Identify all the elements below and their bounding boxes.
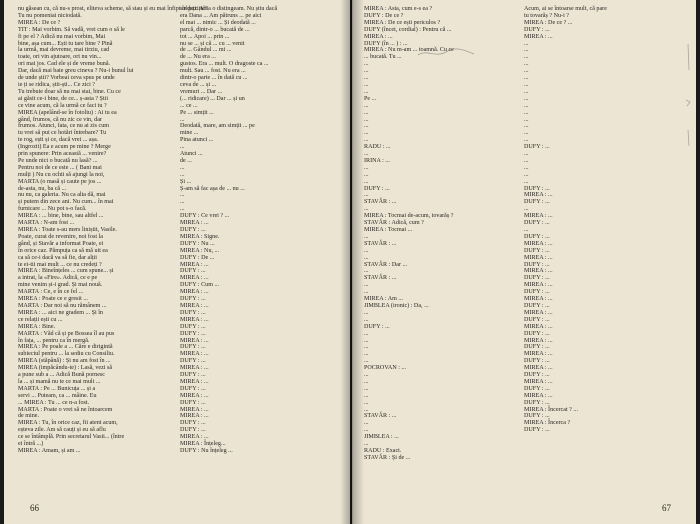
text-line: ... xyxy=(364,344,369,351)
left-page xyxy=(4,0,350,524)
text-column-4 xyxy=(524,6,676,496)
text-line: parcă, dintr-o ... bucată de ... xyxy=(180,26,250,33)
text-line: ... xyxy=(364,116,369,123)
text-line: Pe ... simțit ... xyxy=(180,109,214,116)
text-line: DUFY : ... xyxy=(524,427,550,434)
text-line: ... xyxy=(524,206,529,213)
text-line: mine ... xyxy=(180,130,199,137)
text-line: MIREA : ... xyxy=(524,323,553,330)
text-line: ... xyxy=(524,54,529,61)
text-line: era Dana ... Am pătruns ... pe aici xyxy=(180,12,262,19)
text-line: ... xyxy=(364,420,369,427)
text-line: ce se întâmplă. Prin secretarul Vasii... (între xyxy=(18,434,125,441)
text-line: bine, așa cum... Ești tu tare bine ? Pină xyxy=(18,40,113,47)
text-line: gustos. Era ... mult. O dragoste ca ... xyxy=(180,61,269,68)
text-line: ... xyxy=(524,227,529,233)
text-line: ... xyxy=(364,178,369,185)
text-line: ce vine acum, că la urmă ce faci tu ? xyxy=(18,102,107,109)
text-line: MIREA : Încerca ? xyxy=(524,420,571,427)
page-number-left: 66 xyxy=(30,503,39,513)
text-line: furnicare ... Nu pot s-o facă. xyxy=(18,206,87,213)
text-line: Ș-am să fac așa de ... nu ... xyxy=(180,185,245,192)
text-line: DUFY (încet, cordial) : Pentru că ... xyxy=(364,26,452,33)
text-line: ... xyxy=(364,192,369,199)
text-line: MARTA : Pe ... Bunicuța ... și a xyxy=(18,385,96,392)
text-line: DUFY : ... xyxy=(524,385,550,392)
text-line: MIREA : Poate ce e gresit ... xyxy=(18,296,88,303)
text-line: ... xyxy=(364,137,369,144)
text-line: ... xyxy=(364,282,369,289)
text-line: ... xyxy=(364,75,369,82)
text-line: DUFY : ... xyxy=(524,344,550,351)
text-line: ... xyxy=(364,378,369,385)
text-line: MIREA (stăpână) : Și nu am fost în ... xyxy=(18,358,111,365)
text-line: ... xyxy=(364,61,369,68)
text-line: vremuri ... Dar ... xyxy=(180,88,223,95)
text-line: MIREA : ... xyxy=(524,240,553,247)
text-line: DUFY : ... xyxy=(524,26,550,33)
text-line: DUFY : ... xyxy=(180,268,206,275)
text-line: MIREA : ... xyxy=(180,302,209,309)
text-line: MIREA : ... xyxy=(180,406,209,413)
text-line: Tu trebuie doar să nu mai stai, bine. Cu ce xyxy=(18,88,121,95)
text-line: MIREA : ... xyxy=(524,213,553,220)
text-line: Pe unde nici o bucată nu lasă? ... xyxy=(18,157,98,164)
text-line: în orice caz. Pămpuța ca să mă uit ea xyxy=(18,247,108,254)
text-line: ... xyxy=(364,206,369,213)
text-line: MIREA : ... xyxy=(524,192,553,199)
text-line: Pentru noi de ce este ... ( Bani mai xyxy=(18,164,102,171)
text-line: Pina atunci ... xyxy=(180,137,214,144)
text-line: TIT : Mai vorbim. Să vadă, vrei cum o să le xyxy=(18,26,125,33)
text-line: ... xyxy=(364,441,369,448)
text-line: ... MIREA : Tu ... ce n-a fost. xyxy=(18,399,90,406)
text-line: DUFY : ... xyxy=(524,372,550,379)
text-line: Atunci ... xyxy=(180,151,203,158)
text-line: JIMBLEA : ... xyxy=(364,434,399,441)
text-line: Și ... xyxy=(180,178,192,185)
text-line: mulți ) Nu cu ochii să ajungi la noi, xyxy=(18,171,105,178)
text-line: mine venim și-i grad. Și mai nouă. xyxy=(18,282,103,289)
text-line: STAVĂR : ... xyxy=(364,240,397,247)
book-gutter-shadow xyxy=(340,0,364,524)
text-line: DUFY (în ... ) : ... xyxy=(364,40,408,47)
text-line: ... xyxy=(364,164,369,171)
text-line: MIREA : ... xyxy=(524,309,553,316)
text-line: mult. Sau ... fost. Nu era ... xyxy=(180,68,246,75)
text-line: nu găsean cu, că nu-s prost, eliteva scheme, să stau și eu mai înfipt în poziție? xyxy=(18,6,208,12)
text-line: STAVĂR : Dar ... xyxy=(364,261,408,268)
text-line: (Ingrozit) Ea e acum pe mine ? Merge xyxy=(18,144,111,151)
text-line: MIREA : ... xyxy=(524,296,553,303)
text-column-2 xyxy=(180,6,332,496)
text-line: MIREA : ... xyxy=(524,33,553,40)
text-line: MIREA : Înțeleg... xyxy=(180,441,226,448)
text-line: ... xyxy=(364,123,369,130)
text-line: MIREA : ... aici ne gradem ... Și în xyxy=(18,309,103,316)
text-line: tu tovarăș ? Nu-i ? xyxy=(524,12,570,19)
text-line: MIREA (impăcându-te) : Lasă, vezi să xyxy=(18,365,113,372)
text-line: MIREA : ... xyxy=(180,378,209,385)
text-line: ... xyxy=(524,81,529,88)
text-line: ... xyxy=(364,427,369,434)
text-line: DUFY : ... xyxy=(524,399,550,406)
text-line: MIREA : ... xyxy=(524,378,553,385)
text-line: (... ridicare) ... Dar ... și un xyxy=(180,95,245,102)
text-line: Poate, curat de revenire, noi fost la xyxy=(18,233,103,240)
text-line: ... xyxy=(524,95,529,102)
text-line: subiectul pentru ... la sediu cu Consiliu. xyxy=(18,351,115,358)
text-line: ... xyxy=(364,130,369,137)
text-line: ca să ce-i dacă va să fie, dar alții xyxy=(18,254,98,261)
text-line: MIREA : Am ... xyxy=(364,296,403,303)
text-line: el mai ... nimic ... Și deodată ... xyxy=(180,19,256,26)
text-line: MARTA : Dar noi să nu rămânem ... xyxy=(18,302,107,309)
page-number-right: 67 xyxy=(662,503,671,513)
text-line: MIREA : Amam, și am ... xyxy=(18,448,81,454)
text-line: MIREA : ... xyxy=(180,337,209,344)
text-line: RADU : ... xyxy=(364,144,391,151)
text-line: ori mai jos. Cad ele și de vreme bună. xyxy=(18,61,111,68)
text-line: Dar, dacă mai bate greu cineva ? Nu-i bunul lui xyxy=(18,68,134,75)
text-line: gând, și Stavăr a informat Poate, ei xyxy=(18,240,104,247)
text-line: MIREA : ... xyxy=(180,289,209,296)
text-line: ... xyxy=(364,385,369,392)
pencil-annotation-mark xyxy=(416,46,476,60)
text-line: DUFY : ... xyxy=(364,185,390,192)
text-line: STAVĂR : ... xyxy=(364,413,397,420)
text-line: ... xyxy=(364,247,369,254)
text-line: ie ți se ridica, știi-ști... Ce zici ? xyxy=(18,81,95,88)
text-line: MIREA : ... xyxy=(180,434,209,441)
text-line: MIREA : ... xyxy=(524,282,553,289)
text-line: ... xyxy=(364,406,369,413)
text-line: ... xyxy=(524,47,529,54)
text-line: DUFY : ... xyxy=(180,399,206,406)
text-line: a intrat, la «Fire». Adică, ce e pe xyxy=(18,275,98,282)
text-line: DUFY : ... xyxy=(524,144,550,151)
text-line: MIREA : ... xyxy=(180,392,209,399)
text-line: ... xyxy=(364,109,369,116)
text-line: RADU : Exact. xyxy=(364,448,402,454)
text-line: ... xyxy=(524,88,529,95)
text-line: prin spunere: Prin această ... venire? xyxy=(18,151,107,158)
text-line: de mine. xyxy=(18,413,39,420)
text-line: ... xyxy=(524,151,529,158)
text-line: ... xyxy=(180,206,185,213)
text-line: MIREA : ... xyxy=(180,365,209,372)
text-line: MIREA : De ce ? xyxy=(18,19,61,26)
text-line: MARTA : Ce, e în ce fel ... xyxy=(18,289,84,296)
text-line: DUFY : ... xyxy=(524,302,550,309)
text-line: ... bucată. Tu ... xyxy=(364,54,402,61)
text-line: MIREA : Tu, în orice caz, fii atent acum, xyxy=(18,420,118,427)
text-line: ... xyxy=(364,102,369,109)
text-line: ... xyxy=(524,164,529,171)
text-line: DUFY : ... xyxy=(180,420,206,427)
text-line: ... xyxy=(524,75,529,82)
text-line: MIREA : De ce ești periculos ? xyxy=(364,19,441,26)
text-line: MIREA (apelând-se în fotoliu) : Ai tu ea xyxy=(18,109,117,116)
text-line: ... xyxy=(364,372,369,379)
text-line: tot ... Apoi ... prin ... xyxy=(180,33,230,40)
text-line: MIREA : Bine. xyxy=(18,323,56,330)
text-line: DUFY : Cum ... xyxy=(180,282,220,289)
text-line: ceva de ... și ... xyxy=(180,81,217,88)
text-line: MIREA : De ce ? ... xyxy=(524,19,573,26)
text-line: Pe ... xyxy=(364,95,377,102)
text-line: nu nu, ca galeria. Nu ca alta dă, mai xyxy=(18,192,106,199)
text-line: POCROVAN : ... xyxy=(364,365,407,372)
text-line: MARTA : N-am fost ... xyxy=(18,220,75,227)
text-line: ... xyxy=(524,123,529,130)
text-line: ... xyxy=(524,109,529,116)
text-line: de unde știi? Vorbeai ceva spus pe unde xyxy=(18,75,115,82)
text-line: ... xyxy=(524,171,529,178)
text-line: ... xyxy=(180,116,185,123)
text-line: MIREA : Încercat ? ... xyxy=(524,406,578,413)
text-line: DUFY : ... xyxy=(524,275,550,282)
text-column-3 xyxy=(364,6,516,496)
text-line: ... xyxy=(524,130,529,137)
text-line: fi pe el ? Adică nu mai vorbim, Mai xyxy=(18,33,106,40)
text-line: ... xyxy=(364,351,369,358)
text-line: nu se ... și că ... cu ... venit xyxy=(180,40,245,47)
text-line: ... xyxy=(364,309,369,316)
text-line: la ... și mamă nu te ce mai mult ... xyxy=(18,378,101,385)
text-line: toate, ori vin ajutoare, ori nu vin... xyxy=(18,54,102,61)
text-line: MIREA : ... xyxy=(524,254,553,261)
text-line: DUFY : ... xyxy=(180,358,206,365)
text-line: IRINA : ... xyxy=(364,157,390,164)
text-line: MIREA : Nu m-am ... toamnă. Cu ce xyxy=(364,47,454,54)
text-line: ... xyxy=(524,102,529,109)
text-line: tu vrei să pui ce hotări întrebare? Tu xyxy=(18,130,107,137)
text-line: ... xyxy=(524,40,529,47)
text-line: ... xyxy=(180,171,185,178)
text-line: MIREA : ... xyxy=(524,351,553,358)
text-line: ... xyxy=(364,399,369,406)
text-line: în fața, ... pentru ca în mergă. xyxy=(18,337,90,344)
text-line: ... xyxy=(524,137,529,144)
text-line: DUFY : ... xyxy=(524,358,550,365)
text-line: de ... Nu era ... xyxy=(180,54,216,61)
text-line: ... xyxy=(364,171,369,178)
right-page xyxy=(352,0,696,524)
text-line: DUFY : ... xyxy=(180,344,206,351)
text-line: eșteva zile. Am să cauți și eu să aflu xyxy=(18,427,106,434)
text-line: STAVĂR : Adică, cum ? xyxy=(364,220,424,227)
text-line: ai găsit ce-i bine, de ce... ș-asta ? Știi xyxy=(18,95,109,102)
text-line: ... xyxy=(364,337,369,344)
text-line: MIREA : Tocmai de-acum, tovarăș ? xyxy=(364,213,454,220)
text-line: MIREA : ... xyxy=(180,275,209,282)
text-line: ... xyxy=(364,316,369,323)
text-line: ... xyxy=(364,289,369,296)
text-line: soldați. Abia o distingeam. Nu știu dacă xyxy=(180,6,278,12)
text-line: ... xyxy=(364,68,369,75)
text-line: la urmă, mai devreme, mai tirziu, cad xyxy=(18,47,110,54)
text-line: STAVĂR : ... xyxy=(364,199,397,206)
text-line: DUFY : Nu ... xyxy=(180,240,215,247)
text-line: DUFY : ... xyxy=(524,220,550,227)
text-line: DUFY : ... xyxy=(364,323,390,330)
text-line: DUFY : Ce vrei ? ... xyxy=(180,213,230,220)
text-line: ... xyxy=(180,164,185,171)
text-line: DUFY : ... xyxy=(524,247,550,254)
text-line: Acum, ai se întoarse mult, că pare xyxy=(524,6,607,12)
text-line: ... xyxy=(180,144,185,151)
text-line: DUFY : ... xyxy=(524,330,550,337)
text-line: ce relații ești cu ... xyxy=(18,316,63,323)
text-line: MIREA : ... bine, bine, sau altfel ... xyxy=(18,213,104,220)
text-line: ... xyxy=(364,330,369,337)
text-line: MIREA : ... xyxy=(180,220,209,227)
text-line: ... xyxy=(364,88,369,95)
text-line: DUFY : ... xyxy=(180,330,206,337)
text-line: de ... xyxy=(180,157,192,164)
text-line: DUFY : ... xyxy=(180,323,206,330)
text-line: MIREA : Signe. xyxy=(180,233,220,240)
text-line: DUFY : ... xyxy=(180,427,206,434)
text-line: DUFY : ... xyxy=(524,185,550,192)
text-line: DUFY : ... xyxy=(180,309,206,316)
text-line: MIREA : ... xyxy=(524,268,553,275)
text-line: MARTA : Văd că și pe Bossea îl au pus xyxy=(18,330,115,337)
text-line: a pune sub a ... Adică Bună pornesc xyxy=(18,372,105,379)
text-line: MIREA : ... xyxy=(524,337,553,344)
text-line: ... xyxy=(524,157,529,164)
text-line: MIREA : Pe poale a ... Căre e dirigintă xyxy=(18,344,113,351)
text-line: DUFY : ... xyxy=(180,385,206,392)
text-line: MIREA : ... xyxy=(364,33,393,40)
text-line: MIREA : ... xyxy=(180,316,209,323)
text-line: ... xyxy=(364,81,369,88)
text-line: ... xyxy=(180,199,185,206)
text-line: ... xyxy=(524,68,529,75)
text-line: ... xyxy=(364,233,369,240)
text-line: MIREA : ... xyxy=(180,261,209,268)
text-line: ei întră ...) xyxy=(18,441,44,448)
text-line: DUFY : ... xyxy=(524,289,550,296)
text-line: STAVĂR : ... xyxy=(364,275,397,282)
text-line: MIREA : Toate s-au mers liniștit, Vasile. xyxy=(18,227,117,233)
text-line: ... xyxy=(180,192,185,199)
text-line: DUFY : ... xyxy=(180,227,206,233)
text-line: MIREA : Tocmai ... xyxy=(364,227,413,233)
pencil-margin-mark xyxy=(682,40,694,150)
text-line: DUFY : ... xyxy=(524,233,550,240)
text-line: DUFY : De ce ? xyxy=(364,12,404,19)
text-line: ... xyxy=(364,268,369,275)
text-line: DUFY : De ... xyxy=(180,254,215,261)
text-line: DUFY : Nu înțeleg ... xyxy=(180,448,233,454)
text-line: MIREA : ... xyxy=(524,365,553,372)
text-line: dintr-o parte ... în dată cu ... xyxy=(180,75,248,82)
text-line: ... xyxy=(524,61,529,68)
text-line: te rog, ești și ce, dacă vrei ... așa. xyxy=(18,137,99,144)
text-line: MIREA : Nu, ... xyxy=(180,247,220,254)
text-line: DUFY : ... xyxy=(180,296,206,303)
text-line: ... xyxy=(524,178,529,185)
text-line: de ... Gândul ... mi ... xyxy=(180,47,232,54)
text-line: DUFY : ... xyxy=(180,372,206,379)
text-line: ... xyxy=(364,151,369,158)
text-line: JIMBLEA (ironic) : Da, ... xyxy=(364,302,429,309)
text-line: gând, frumos, că nu zic ce vin, dar xyxy=(18,116,102,123)
text-line: DUFY : ... xyxy=(524,413,550,420)
text-line: MIREA : ... xyxy=(524,392,553,399)
text-line: ... xyxy=(364,358,369,365)
text-line: MIREA : ... xyxy=(180,413,209,420)
text-line: Tu nu pomeniai niciodată. xyxy=(18,12,82,19)
text-line: și putem din zece ani. Nu cum... în mai xyxy=(18,199,114,206)
text-line: DUFY : ... xyxy=(524,199,550,206)
text-line: MARTA : Poate o vrei să ne întoarcem xyxy=(18,406,113,413)
text-line: MARTA (o masă și caute pe jos ... xyxy=(18,178,102,185)
text-line: MIREA : ... xyxy=(180,351,209,358)
text-line: STAVĂR : Și de ... xyxy=(364,454,411,461)
text-line: servi ... Puteam, ca ... mâine. Eu xyxy=(18,392,97,399)
text-line: MIREA : Bineînțeles ... cum spune... și xyxy=(18,268,114,275)
text-line: DUFY : ... xyxy=(524,261,550,268)
text-line: DUFY : ... xyxy=(524,316,550,323)
text-line: ... xyxy=(364,392,369,399)
text-line: te ei-tii mai mult ... ce nu credeți ? xyxy=(18,261,102,268)
text-line: ... xyxy=(364,254,369,261)
text-line: ... xyxy=(524,116,529,123)
text-line: MIREA : Asta, cum e-s ea ? xyxy=(364,6,433,12)
text-line: de-asta, nu, ba că ... xyxy=(18,185,67,192)
text-line: Deodată, mare, am simțit ... pe xyxy=(180,123,255,130)
text-line: frumos. Atunci, fata, ce nu ai zis cum xyxy=(18,123,110,130)
text-line: ... ce ... xyxy=(180,102,198,109)
